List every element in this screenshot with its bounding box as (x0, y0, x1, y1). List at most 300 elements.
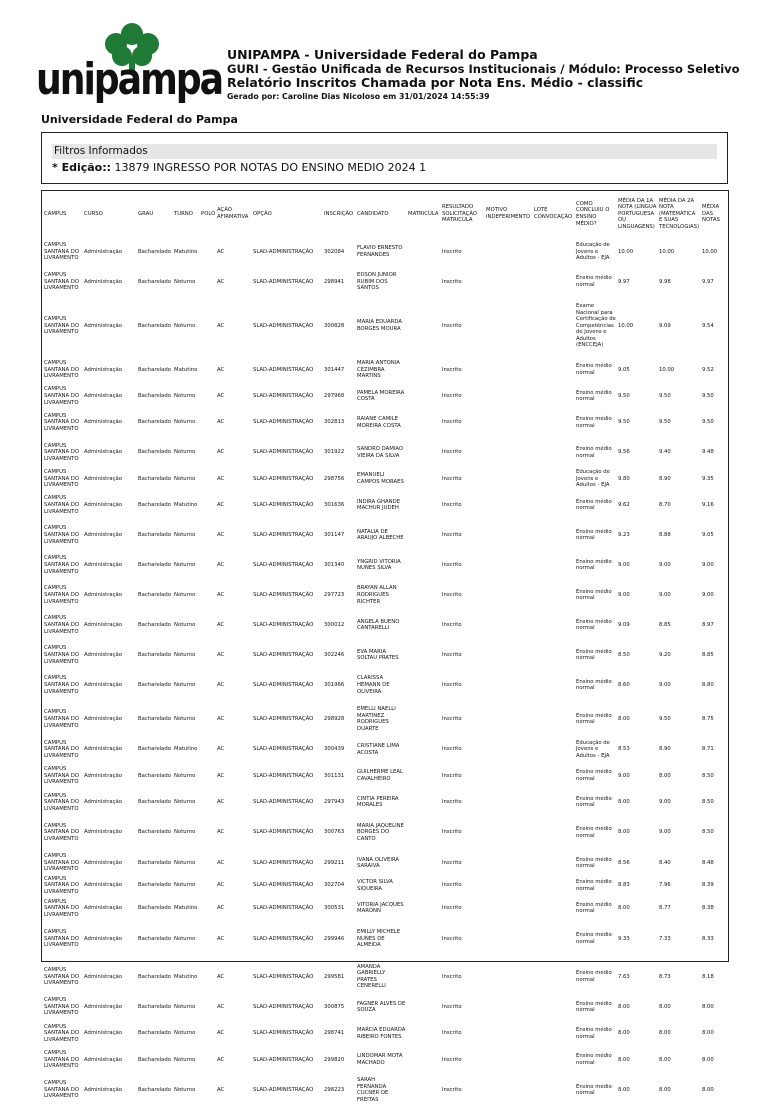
table-cell: SLAD-ADMINISTRAÇÃO (253, 829, 314, 836)
table-cell: 301147 (324, 532, 345, 539)
table-cell: Ensino médio normal (576, 901, 612, 915)
table-cell: EMELLI NAELLI MARTINEZ RODRIGUES DUARTE (357, 706, 396, 732)
table-cell: AC (217, 1003, 225, 1010)
table-cell: 8.80 (702, 682, 714, 689)
table-cell: Ensino médio normal (576, 363, 612, 376)
table-cell: Bacharelado (138, 799, 172, 806)
table-cell: Ensino médio normal (576, 618, 612, 632)
table-row (43, 670, 729, 700)
table-cell (485, 520, 533, 550)
unipampa-logo (36, 22, 222, 108)
table-cell: AC (217, 772, 225, 779)
table-cell: 10.00 (618, 322, 634, 329)
table-cell (407, 610, 441, 640)
table-cell: AC (217, 905, 225, 912)
table-cell: 9.97 (618, 278, 630, 285)
table-cell: 9.16 (702, 502, 714, 509)
table-cell (533, 385, 575, 408)
table-cell (533, 438, 575, 468)
table-cell: Administração (84, 716, 123, 723)
table-cell: YNGRID VITORIA NUNES SILVA (357, 558, 401, 572)
table-cell: 300763 (324, 829, 345, 836)
table-cell: Bacharelado (138, 882, 172, 889)
table-cell: Matutino (174, 502, 198, 509)
table-cell: Noturno (174, 882, 196, 889)
table-cell (407, 814, 441, 852)
table-cell: 8.85 (702, 652, 714, 659)
table-cell (533, 355, 575, 385)
table-row (43, 385, 729, 408)
table-cell: Inscrito (442, 799, 462, 806)
table-row (43, 996, 729, 1019)
table-cell: 8.70 (659, 502, 671, 509)
table-cell (200, 408, 216, 438)
table-cell: EDSON JUNIOR RUBIM DOS SANTOS (357, 272, 397, 292)
table-cell: AC (217, 532, 225, 539)
table-cell: Administração (84, 905, 123, 912)
column-header: MATRICULA (408, 210, 439, 217)
table-cell: Administração (84, 973, 123, 980)
table-cell: Noturno (174, 716, 196, 723)
table-cell (533, 640, 575, 670)
table-cell (485, 920, 533, 958)
table-cell: BRAYAN ALLAN RODRIGUES RICHTER (357, 585, 397, 605)
table-cell: CAMPUS SANTANA DO LIVRAMENTO (44, 360, 80, 380)
table-cell: 298741 (324, 1030, 345, 1037)
table-cell: PAMELA MOREIRA COSTA (357, 389, 405, 403)
table-cell: SLAD-ADMINISTRAÇÃO (253, 652, 314, 659)
table-row (43, 520, 729, 550)
table-cell: INDIRA GHANDE MACHUR JUDEH (357, 498, 401, 512)
table-cell: 8.60 (618, 682, 630, 689)
table-cell: Ensino médio normal (576, 712, 612, 726)
table-cell: CAMPUS SANTANA DO LIVRAMENTO (44, 1049, 80, 1070)
table-cell: SLAD-ADMINISTRAÇÃO (253, 935, 314, 942)
table-cell: Administração (84, 449, 123, 456)
table-cell: Ensino médio normal (576, 498, 612, 512)
column-header: MÉDIA DA 1A NOTA (LINGUA PORTUGUESA OU LINGUAGENS) (618, 197, 657, 230)
table-row (43, 237, 729, 267)
filter-edicao-value: 13879 INGRESSO POR NOTAS DO ENSINO MEDIO 2024 1 (114, 161, 427, 174)
table-cell (485, 550, 533, 580)
table-cell: Bacharelado (138, 393, 172, 400)
table-row (43, 1071, 729, 1109)
table-cell: 9.52 (702, 366, 714, 373)
table-cell: CRISTIANE LIMA ACOSTA (357, 743, 400, 756)
column-header: INSCRIÇÃO (324, 210, 354, 217)
table-cell (485, 958, 533, 996)
column-header: CAMPUS (44, 210, 67, 217)
table-cell: MARCIA EDUARDA RIBEIRO FONTES (357, 1026, 406, 1040)
table-cell: 9.00 (659, 682, 671, 689)
table-cell (407, 670, 441, 700)
table-cell (407, 490, 441, 520)
table-cell: SLAD-ADMINISTRAÇÃO (253, 1086, 314, 1093)
table-cell: 9.00 (618, 592, 630, 599)
table-cell: Bacharelado (138, 278, 172, 285)
table-cell: SLAD-ADMINISTRAÇÃO (253, 746, 314, 753)
table-row (43, 550, 729, 580)
table-cell: 8.00 (659, 1056, 671, 1063)
table-cell (485, 670, 533, 700)
table-cell: 9.00 (702, 592, 714, 599)
table-row (43, 874, 729, 897)
table-cell: 299820 (324, 1056, 345, 1063)
table-row (43, 297, 729, 355)
table-cell: Inscrito (442, 278, 462, 285)
table-cell: Administração (84, 652, 123, 659)
table-cell (200, 520, 216, 550)
table-cell: Bacharelado (138, 859, 172, 866)
table-cell: Bacharelado (138, 973, 172, 980)
table-cell (485, 468, 533, 491)
table-cell: Bacharelado (138, 248, 172, 255)
table-cell: Ensino médio normal (576, 446, 612, 459)
table-cell: CLARISSA HEMANN DE OLIVEIRA (357, 675, 390, 695)
table-cell (200, 297, 216, 355)
table-cell: Ensino médio normal (576, 826, 612, 839)
table-cell (407, 852, 441, 875)
table-cell (533, 550, 575, 580)
table-cell (533, 920, 575, 958)
table-cell: 8.90 (659, 746, 671, 753)
table-cell: Inscrito (442, 475, 462, 482)
table-cell: AC (217, 248, 225, 255)
table-cell: 9.20 (659, 652, 671, 659)
table-cell: Inscrito (442, 652, 462, 659)
table-cell: Bacharelado (138, 1086, 172, 1093)
table-cell: 9.05 (618, 366, 630, 373)
table-cell: LINDOMAR MOTA MACHADO (357, 1053, 403, 1066)
table-row (43, 580, 729, 610)
table-cell: 8.40 (659, 859, 671, 866)
table-cell (200, 385, 216, 408)
table-cell (200, 761, 216, 791)
table-cell: Ensino médio normal (576, 558, 612, 572)
table-cell: CAMPUS SANTANA DO LIVRAMENTO (44, 966, 80, 987)
table-cell: Educação de Jovens e Adultos - EJA (576, 739, 610, 760)
table-cell (407, 297, 441, 355)
table-cell (485, 791, 533, 814)
table-cell: Inscrito (442, 772, 462, 779)
table-cell: 8.97 (702, 622, 714, 629)
table-cell: 9.98 (659, 278, 671, 285)
table-cell: SLAD-ADMINISTRAÇÃO (253, 592, 314, 599)
table-cell: 8.00 (618, 1086, 630, 1093)
table-cell: AC (217, 622, 225, 629)
table-cell (485, 267, 533, 297)
table-cell: SLAD-ADMINISTRAÇÃO (253, 502, 314, 509)
table-cell (200, 738, 216, 761)
table-cell: 9.40 (659, 449, 671, 456)
column-header: OPÇÃO (253, 210, 272, 217)
table-cell (485, 738, 533, 761)
table-cell: Administração (84, 682, 123, 689)
table-cell (407, 385, 441, 408)
table-cell: Bacharelado (138, 1056, 172, 1063)
table-cell: 8.48 (702, 859, 714, 866)
table-body (43, 237, 729, 1109)
table-cell: Ensino médio normal (576, 416, 612, 429)
table-cell: 8.00 (618, 829, 630, 836)
table-cell (200, 355, 216, 385)
table-cell: 299211 (324, 859, 345, 866)
table-cell: 9.00 (659, 562, 671, 569)
table-cell: Exame Nacional para Certificação de Competências de Jovens e Adultos (ENCCEJA) (576, 302, 616, 349)
table-row (43, 468, 729, 491)
table-cell (200, 958, 216, 996)
table-cell (485, 408, 533, 438)
table-cell (533, 814, 575, 852)
table-cell: CAMPUS SANTANA DO LIVRAMENTO (44, 792, 80, 812)
table-cell: 8.75 (702, 716, 714, 723)
table-cell: Bacharelado (138, 562, 172, 569)
table-cell: 8.50 (702, 829, 714, 836)
table-cell: Ensino médio normal (576, 795, 612, 809)
table-row (43, 1019, 729, 1049)
table-row (43, 738, 729, 761)
table-cell: SLAD-ADMINISTRAÇÃO (253, 248, 314, 255)
table-cell: AC (217, 502, 225, 509)
table-cell: CAMPUS SANTANA DO LIVRAMENTO (44, 675, 80, 695)
table-cell: CAMPUS SANTANA DO LIVRAMENTO (44, 615, 80, 635)
table-cell: Administração (84, 935, 123, 942)
table-cell: SLAD-ADMINISTRAÇÃO (253, 799, 314, 806)
table-cell: 8.50 (618, 652, 630, 659)
table-cell: Ensino médio normal (576, 970, 612, 983)
table-cell: 8.50 (702, 772, 714, 779)
table-row (43, 791, 729, 814)
table-cell: SLAD-ADMINISTRAÇÃO (253, 973, 314, 980)
table-cell: Administração (84, 829, 123, 836)
table-cell: 8.39 (702, 882, 714, 889)
table-cell: 9.50 (659, 716, 671, 723)
table-cell: 9.80 (618, 475, 630, 482)
table-cell: 8.90 (659, 475, 671, 482)
table-cell: Bacharelado (138, 772, 172, 779)
table-cell: 9.50 (659, 393, 671, 400)
column-header: AÇÃO AFIRMATIVA (217, 207, 249, 220)
table-cell: Matutino (174, 746, 198, 753)
table-cell: AC (217, 882, 225, 889)
column-header: CANDIDATO (357, 210, 389, 217)
table-cell: 10.00 (702, 248, 718, 255)
table-cell: 9.00 (659, 829, 671, 836)
table-cell: Administração (84, 322, 123, 329)
table-row (43, 438, 729, 468)
table-cell (485, 761, 533, 791)
table-cell: FAGNER ALVES DE SOUZA (357, 1000, 406, 1014)
table-cell: 10.00 (618, 248, 634, 255)
table-cell (533, 1049, 575, 1072)
table-cell (485, 1049, 533, 1072)
table-cell (200, 1019, 216, 1049)
table-cell: 8.00 (618, 716, 630, 723)
table-cell: Noturno (174, 562, 196, 569)
table-cell: 8.00 (618, 1030, 630, 1037)
table-cell: Inscrito (442, 1086, 462, 1093)
table-cell: Ensino médio normal (576, 1053, 612, 1066)
table-cell: 7.33 (659, 935, 671, 942)
table-cell (485, 297, 533, 355)
table-cell: Administração (84, 772, 123, 779)
table-cell (407, 897, 441, 920)
table-cell: 300531 (324, 905, 345, 912)
table-cell (533, 1071, 575, 1109)
table-cell: Bacharelado (138, 449, 172, 456)
table-cell: SLAD-ADMINISTRAÇÃO (253, 475, 314, 482)
table-cell: 302704 (324, 882, 345, 889)
table-cell: Inscrito (442, 419, 462, 426)
table-row (43, 897, 729, 920)
table-cell: Administração (84, 366, 123, 373)
table-cell: Administração (84, 393, 123, 400)
table-cell: SLAD-ADMINISTRAÇÃO (253, 716, 314, 723)
table-cell: Administração (84, 1086, 123, 1093)
column-header: GRAU (138, 210, 154, 217)
table-cell: 298756 (324, 475, 345, 482)
table-cell: 300875 (324, 1003, 345, 1010)
table-cell (485, 385, 533, 408)
table-header-row (43, 191, 729, 237)
table-cell (533, 580, 575, 610)
table-cell: 8.00 (659, 1003, 671, 1010)
table-cell: CAMPUS SANTANA DO LIVRAMENTO (44, 525, 80, 545)
table-cell: 7.96 (659, 882, 671, 889)
table-cell: Administração (84, 1030, 123, 1037)
table-cell: AC (217, 859, 225, 866)
table-cell: VITORIA JACQUES MARONN (357, 901, 404, 915)
table-cell: Matutino (174, 973, 198, 980)
table-cell: Noturno (174, 1056, 196, 1063)
table-cell: CAMPUS SANTANA DO LIVRAMENTO (44, 822, 80, 843)
table-cell: Inscrito (442, 562, 462, 569)
column-header: POLO (201, 210, 216, 217)
table-cell (407, 580, 441, 610)
table-cell: Noturno (174, 393, 196, 400)
table-cell: AC (217, 322, 225, 329)
table-cell: Noturno (174, 935, 196, 942)
table-cell: Noturno (174, 592, 196, 599)
table-cell: ANGELA BUENO CANTARELLI (357, 618, 400, 632)
table-cell: 300828 (324, 322, 345, 329)
table-cell: 9.05 (702, 532, 714, 539)
table-cell (533, 738, 575, 761)
table-cell: 8.85 (659, 622, 671, 629)
table-cell: SLAD-ADMINISTRAÇÃO (253, 322, 314, 329)
table-cell (485, 700, 533, 738)
table-cell: 301636 (324, 502, 345, 509)
table-cell: 9.56 (618, 449, 630, 456)
table-cell: Inscrito (442, 502, 462, 509)
table-cell: Matutino (174, 248, 198, 255)
column-header: CURSO (84, 210, 103, 217)
table-cell: 8.00 (659, 772, 671, 779)
table-cell (407, 408, 441, 438)
table-cell: Noturno (174, 772, 196, 779)
table-cell: CAMPUS SANTANA DO LIVRAMENTO (44, 272, 80, 292)
table-cell (407, 550, 441, 580)
table-row (43, 408, 729, 438)
table-cell: SLAD-ADMINISTRAÇÃO (253, 882, 314, 889)
table-cell: AC (217, 799, 225, 806)
table-cell: Bacharelado (138, 502, 172, 509)
table-row (43, 814, 729, 852)
table-cell: Administração (84, 248, 123, 255)
generated-by: Gerado por: Caroline Dias Nicoloso em 31/01/2024 14:55:39 (227, 92, 490, 101)
table-cell: 8.88 (659, 532, 671, 539)
table-row (43, 700, 729, 738)
table-cell: NATALIA DE ARAUJO ALBECHE (357, 528, 404, 542)
filters-panel (41, 132, 728, 184)
table-cell (533, 700, 575, 738)
table-cell: Ensino médio normal (576, 1000, 612, 1014)
table-cell: Inscrito (442, 393, 462, 400)
table-cell (533, 670, 575, 700)
table-cell: 9.50 (659, 419, 671, 426)
table-cell: AMANDA GABRIELLY PRATES CENERELLI (357, 963, 386, 990)
column-header: MÉDIA DAS NOTAS (702, 204, 720, 224)
table-cell: 8.18 (702, 973, 714, 980)
table-cell: CAMPUS SANTANA DO LIVRAMENTO (44, 469, 80, 489)
table-cell: Inscrito (442, 532, 462, 539)
table-cell: AC (217, 716, 225, 723)
table-cell (407, 874, 441, 897)
table-cell: Bacharelado (138, 1030, 172, 1037)
table-cell: SLAD-ADMINISTRAÇÃO (253, 449, 314, 456)
table-cell: SLAD-ADMINISTRAÇÃO (253, 278, 314, 285)
table-cell (407, 1049, 441, 1072)
table-cell: Noturno (174, 829, 196, 836)
table-cell (407, 520, 441, 550)
table-cell: Administração (84, 882, 123, 889)
table-cell (407, 438, 441, 468)
table-cell: Noturno (174, 799, 196, 806)
table-cell: 301447 (324, 366, 345, 373)
table-cell (485, 610, 533, 640)
table-cell: Ensino médio normal (576, 932, 612, 945)
table-cell: Inscrito (442, 682, 462, 689)
table-cell: CAMPUS SANTANA DO LIVRAMENTO (44, 928, 80, 949)
table-cell: AC (217, 475, 225, 482)
table-row (43, 761, 729, 791)
table-cell: 298941 (324, 278, 345, 285)
table-cell (533, 1019, 575, 1049)
table-cell (200, 610, 216, 640)
table-cell: SLAD-ADMINISTRAÇÃO (253, 1056, 314, 1063)
table-cell (533, 791, 575, 814)
table-cell (485, 996, 533, 1019)
table-cell (533, 237, 575, 267)
table-cell: 9.00 (659, 592, 671, 599)
table-cell: Administração (84, 562, 123, 569)
table-cell: Ensino médio normal (576, 389, 612, 403)
table-cell (533, 468, 575, 491)
table-cell (200, 267, 216, 297)
header-line-2: GURI - Gestão Unificada de Recursos Institucionais / Módulo: Processo Seletivo (227, 62, 740, 76)
table-cell: 298223 (324, 1086, 345, 1093)
table-cell: 302084 (324, 248, 345, 255)
table-cell: Noturno (174, 652, 196, 659)
table-cell: 9.50 (618, 393, 630, 400)
table-cell: 8.33 (702, 935, 714, 942)
table-cell (533, 958, 575, 996)
table-cell: CAMPUS SANTANA DO LIVRAMENTO (44, 766, 80, 786)
table-row (43, 958, 729, 996)
table-cell: Inscrito (442, 1056, 462, 1063)
table-cell: SLAD-ADMINISTRAÇÃO (253, 532, 314, 539)
table-cell (200, 700, 216, 738)
